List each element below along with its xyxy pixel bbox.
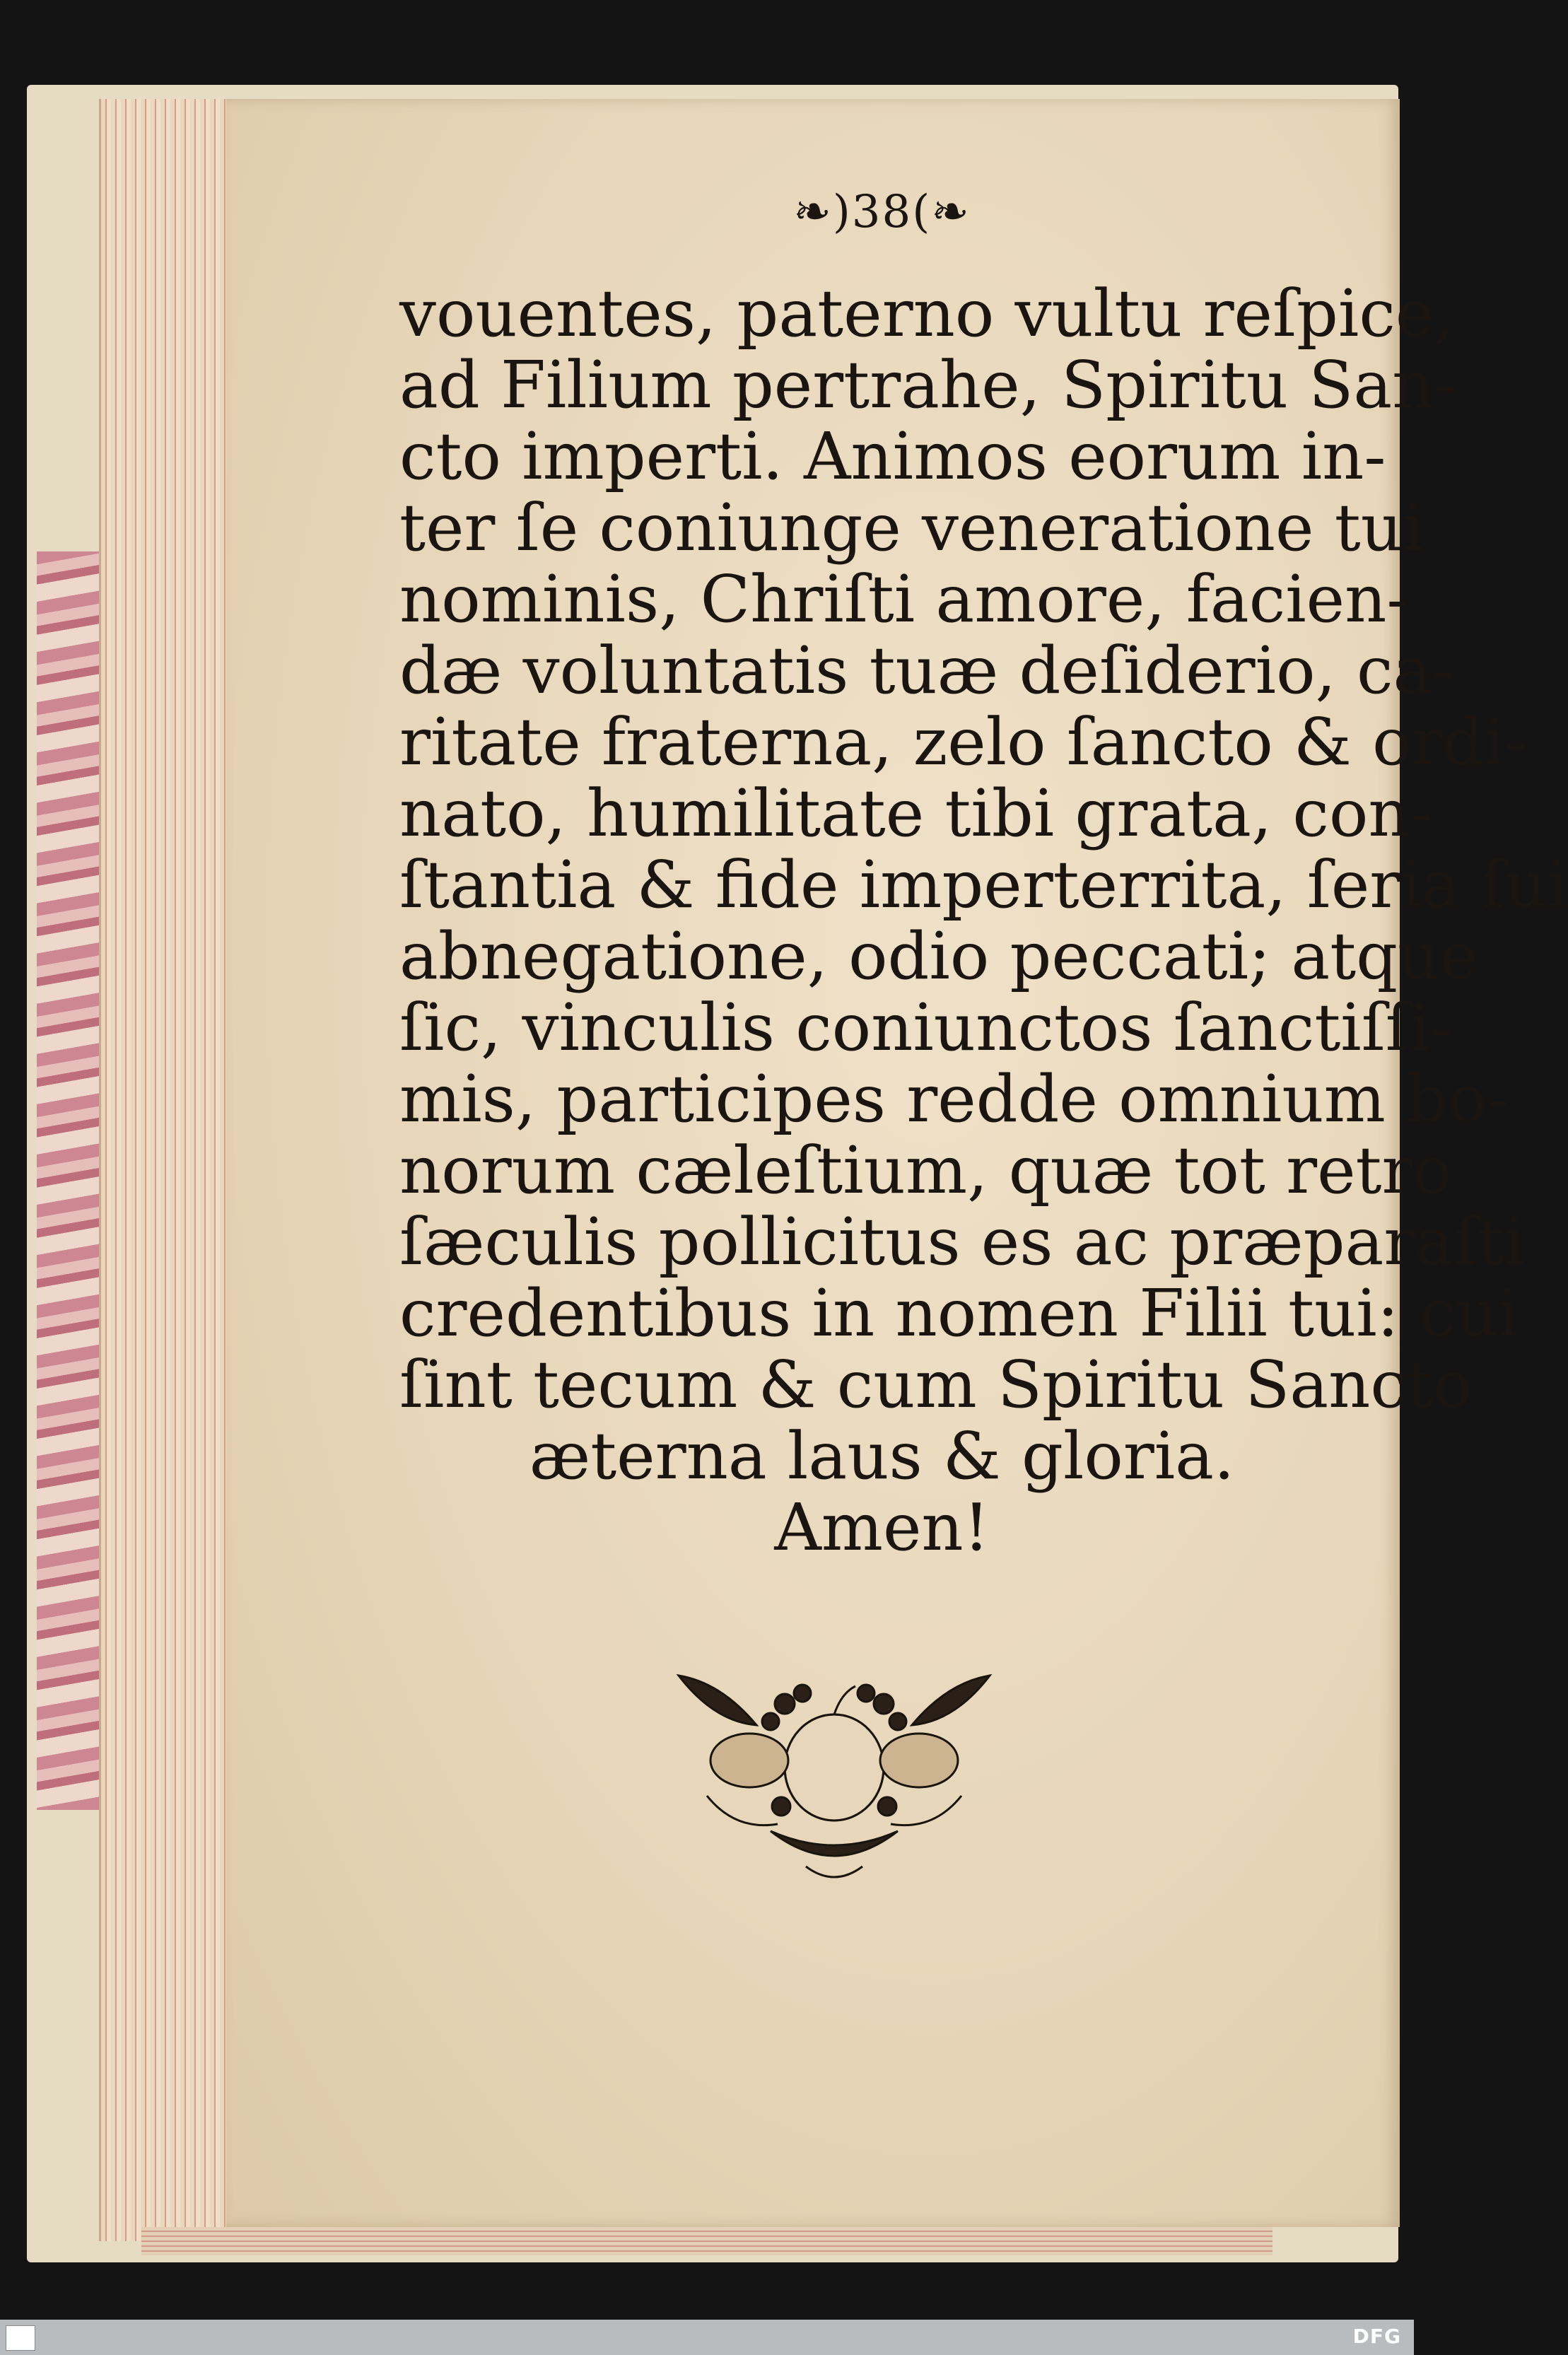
text-line: dæ voluntatis tuæ deſiderio, ca- (399, 633, 1454, 708)
closing-line: ſint tecum & cum Spiritu Sancto (399, 1347, 1473, 1422)
dfg-label: DFG (1352, 2325, 1401, 2348)
text-line: ter ſe coniunge veneratione tui (399, 490, 1424, 566)
fruit-garland-ornament-icon (665, 1654, 1004, 1895)
library-logo-icon (6, 2325, 35, 2351)
text-line: ſic, vinculis coniunctos ſanctiſſi- (399, 990, 1453, 1065)
body-text (399, 276, 1568, 1565)
text-line: mis, participes redde omnium bo- (399, 1061, 1509, 1137)
text-line: ad Filium pertrahe, Spiritu San- (399, 347, 1456, 423)
viewer-footer-bar (0, 2320, 1414, 2355)
page-bottom-edges (141, 2227, 1272, 2255)
text-line: norum cæleſtium, quæ tot retro (399, 1133, 1452, 1208)
text-line: ſæculis pollicitus es ac præparaſti (399, 1204, 1525, 1280)
text-line: nominis, Chriſti amore, facien- (399, 561, 1409, 637)
text-line: vouentes, paterno vultu reſpice, (399, 276, 1455, 351)
closing-line: æterna laus & gloria. (529, 1418, 1235, 1494)
text-line: abnegatione, odio peccati; atque (399, 918, 1478, 994)
amen-line: Amen! (774, 1490, 990, 1565)
text-line: credentibus in nomen Filii tui: cui (399, 1275, 1519, 1351)
text-line: cto imperti. Animos eorum in- (399, 419, 1386, 494)
running-head: ❧)38(❧ (793, 186, 971, 238)
marbled-endpaper (37, 551, 105, 1810)
text-line: nato, humilitate tibi grata, con- (399, 776, 1432, 851)
text-line: ſtantia & fide imperterrita, ſeria ſui (399, 847, 1568, 923)
page-edges (99, 99, 242, 2241)
text-line: ritate fraterna, zelo ſancto & ordi- (399, 704, 1527, 780)
